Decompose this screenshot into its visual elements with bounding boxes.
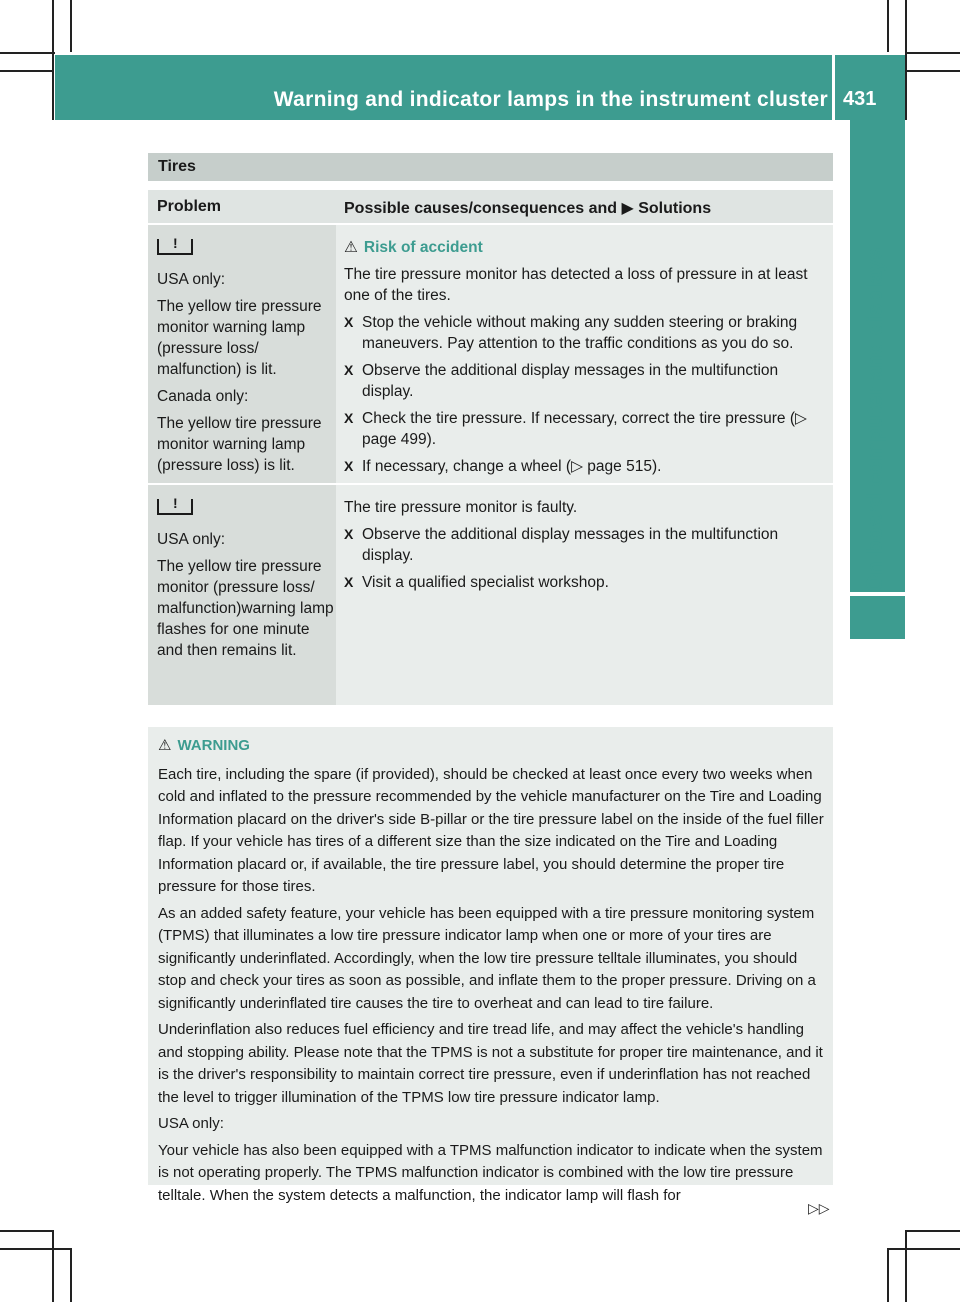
crop-mark	[887, 1248, 889, 1302]
warning-box	[148, 727, 833, 1204]
solution-step-text: Check the tire pressure. If necessary, correct the tire pressure (▷ page 499).	[362, 410, 807, 448]
solution-step-text: Stop the vehicle without making any sudden steering or braking maneuvers. Pay attention to the traffic conditions as you do so.	[362, 314, 798, 352]
step-marker-icon: X	[344, 574, 354, 590]
step-marker-icon: X	[344, 314, 354, 330]
header-divider	[832, 55, 835, 120]
crop-mark	[0, 70, 52, 72]
warning-paragraph: Underinflation also reduces fuel efficiency and tire tread life, and may affect the vehicle's handling and stopping ability. Please note that the TPMS is not a substitute for proper tire maintenance, and it is the driver's responsibility to maintain correct tire pressure, even if underinflation has not reached the level to trigger illumination of the TPMS low tire pressure indicator lamp.	[158, 1021, 823, 1106]
risk-heading	[344, 237, 827, 258]
problem-text: The yellow tire pressure monitor warning lamp (pressure loss/ malfunction) is lit.	[157, 298, 322, 378]
cause-text: The tire pressure monitor is faulty.	[344, 499, 578, 516]
problem-cell	[148, 485, 336, 705]
problem-text: Canada only:	[157, 388, 249, 405]
crop-mark	[887, 0, 889, 52]
crop-mark	[907, 70, 960, 72]
table-title: Tires	[148, 153, 833, 181]
solution-step-text: Observe the additional display messages in the multifunction display.	[362, 526, 779, 564]
side-tab-label: On-board computer and displays	[862, 247, 887, 592]
solution-step	[344, 524, 827, 566]
solution-step	[344, 408, 827, 450]
crop-mark	[0, 52, 55, 54]
continued-marker: ▷▷	[808, 1200, 830, 1216]
solution-step	[344, 456, 827, 477]
step-marker-icon: X	[344, 410, 354, 426]
table-header	[148, 190, 833, 223]
problem-text: USA only:	[157, 531, 226, 548]
crop-mark	[887, 1248, 960, 1250]
solution-step	[344, 360, 827, 402]
solution-step	[344, 572, 827, 593]
solution-step	[344, 312, 827, 354]
warning-paragraph: USA only:	[158, 1115, 224, 1132]
crop-mark	[70, 1248, 72, 1302]
problem-text: USA only:	[157, 271, 226, 288]
solution-step-text: Observe the additional display messages in the multifunction display.	[362, 362, 779, 400]
warning-paragraph: Each tire, including the spare (if provided), should be checked at least once every two weeks when cold and inflated to the pressure recommended by the vehicle manufacturer on the Tire and Loading Information placard on the driver's side B-pillar or the tire pressure label on the inside of the fuel filler flap. If your vehicle has tires of a different size than the size indicated on the Tire and Loading Information placard or, if available, the tire pressure label, you should determine the proper tire pressure for those tires.	[158, 765, 824, 895]
column-header-solutions: Possible causes/consequences and ▶ Solutions	[344, 200, 712, 217]
crop-mark	[905, 0, 907, 120]
page-number: 431	[843, 88, 877, 110]
problem-cell	[148, 225, 336, 483]
warning-paragraph: As an added safety feature, your vehicle has been equipped with a tire pressure monitoring system (TPMS) that illuminates a low tire pressure indicator lamp when one or more of your tires are significantly underinflated. Accordingly, when the low tire pressure telltale illuminates, you should stop and check your tires as soon as possible, and inflate them to the proper pressure. Driving on a significantly underinflated tire causes the tire to overheat and can lead to tire failure.	[158, 904, 816, 1012]
solutions-cell	[344, 225, 827, 483]
solutions-cell	[344, 485, 827, 599]
crop-mark	[0, 1230, 52, 1232]
warning-triangle-icon: ⚠	[158, 737, 172, 754]
step-marker-icon: X	[344, 458, 354, 474]
crop-mark	[905, 1230, 960, 1232]
crop-mark	[52, 0, 54, 120]
column-header-problem: Problem	[157, 198, 222, 215]
crop-mark	[0, 1248, 70, 1250]
risk-label: Risk of accident	[363, 239, 483, 256]
step-marker-icon: X	[344, 362, 354, 378]
solution-step-text: Visit a qualified specialist workshop.	[362, 574, 609, 591]
table-row	[148, 225, 833, 483]
problem-text: The yellow tire pressure monitor warning lamp (pressure loss) is lit.	[157, 415, 322, 474]
problem-text: The yellow tire pressure monitor (pressure loss/ malfunction)warning lamp flashes for one minute and then remains lit.	[157, 558, 334, 659]
solution-step-text: If necessary, change a wheel (▷ page 515).	[362, 458, 662, 475]
warning-triangle-icon: ⚠	[344, 239, 358, 256]
warning-label: WARNING	[177, 737, 250, 754]
side-tab-marker	[850, 596, 905, 639]
crop-mark	[70, 0, 72, 52]
step-marker-icon: X	[344, 526, 354, 542]
warning-heading	[158, 735, 827, 758]
warning-paragraph: Your vehicle has also been equipped with a TPMS malfunction indicator to indicate when the system is not operating properly. The TPMS malfunction indicator is combined with the low tire pressure telltale. When the system detects a malfunction, the indicator lamp will flash for	[158, 1141, 823, 1204]
table-row	[148, 485, 833, 705]
tire-pressure-warning-icon	[157, 239, 193, 255]
tire-pressure-warning-icon	[157, 499, 193, 515]
crop-mark	[52, 1230, 54, 1302]
cause-text: The tire pressure monitor has detected a loss of pressure in at least one of the tires.	[344, 266, 808, 304]
crop-mark	[905, 1230, 907, 1302]
crop-mark	[905, 52, 960, 54]
header-title: Warning and indicator lamps in the instrument cluster	[273, 88, 828, 111]
